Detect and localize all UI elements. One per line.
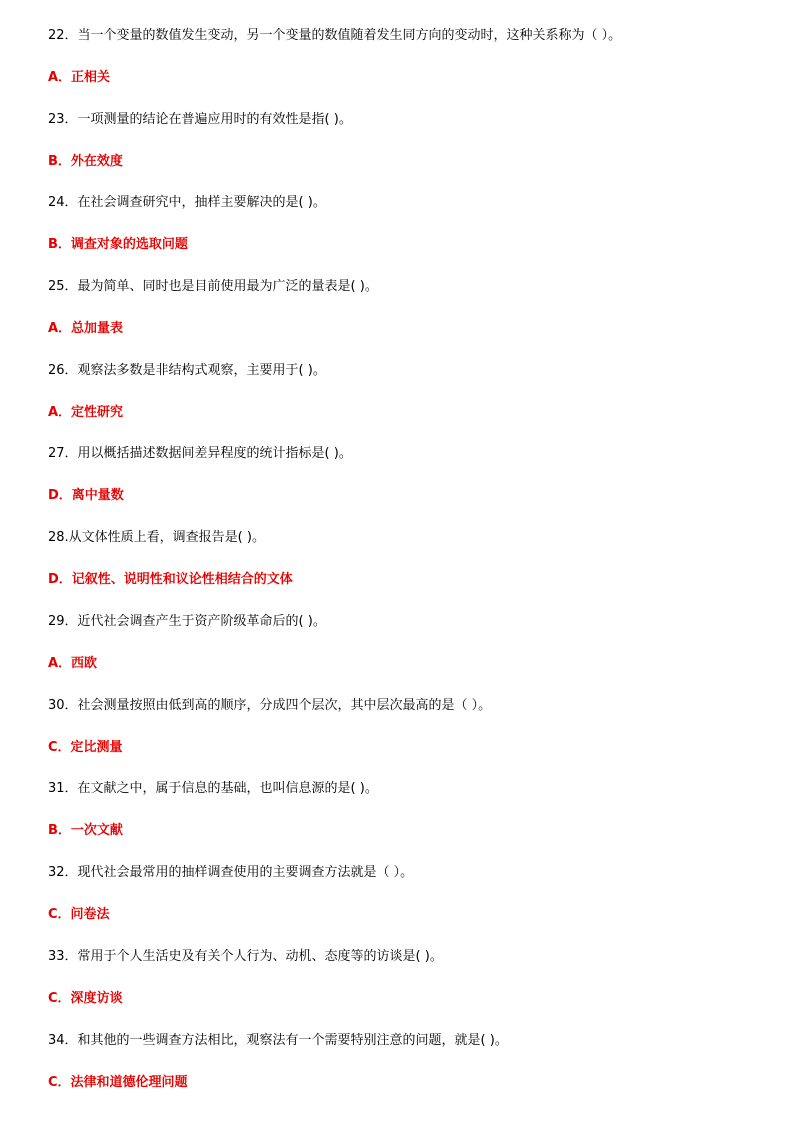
answer-text: A．定性研究 <box>48 405 124 420</box>
answer-text: D．记叙性、说明性和议论性相结合的文体 <box>48 572 293 587</box>
question-text: 22．当一个变量的数值发生变动，另一个变量的数值随着发生同方向的变动时，这种关系称为（ ）。 <box>48 28 622 43</box>
question-text: 26．观察法多数是非结构式观察，主要用于( )。 <box>48 363 326 378</box>
question-text: 30．社会测量按照由低到高的顺序，分成四个层次，其中层次最高的是（ ）。 <box>48 698 492 713</box>
answer-text: A．正相关 <box>48 70 111 85</box>
question-text: 29．近代社会调查产生于资产阶级革命后的( )。 <box>48 614 326 629</box>
question-text: 32．现代社会最常用的抽样调查使用的主要调查方法就是（ ）。 <box>48 865 414 880</box>
question-text: 25．最为简单、同时也是目前使用最为广泛的量表是( )。 <box>48 279 378 294</box>
question-text: 23．一项测量的结论在普遍应用时的有效性是指( )。 <box>48 112 352 127</box>
answer-text: C．法律和道德伦理问题 <box>48 1075 188 1090</box>
question-text: 34．和其他的一些调查方法相比，观察法有一个需要特别注意的问题，就是( )。 <box>48 1033 508 1048</box>
answer-text: B．外在效度 <box>48 154 123 169</box>
answer-text: A．总加量表 <box>48 321 124 336</box>
answer-text: B．一次文献 <box>48 823 123 838</box>
question-text: 31．在文献之中，属于信息的基础，也叫信息源的是( )。 <box>48 781 378 796</box>
question-text: 28.从文体性质上看，调查报告是( )。 <box>48 530 265 545</box>
answer-text: A．西欧 <box>48 656 98 671</box>
answer-text: D．离中量数 <box>48 488 124 503</box>
answer-text: B．调查对象的选取问题 <box>48 237 188 252</box>
answer-text: C．定比测量 <box>48 740 123 755</box>
answer-text: C．深度访谈 <box>48 991 123 1006</box>
question-text: 24．在社会调查研究中，抽样主要解决的是( )。 <box>48 195 326 210</box>
question-text: 27．用以概括描述数据间差异程度的统计指标是( )。 <box>48 446 352 461</box>
answer-text: C．问卷法 <box>48 907 110 922</box>
question-text: 33．常用于个人生活史及有关个人行为、动机、态度等的访谈是( )。 <box>48 949 443 964</box>
